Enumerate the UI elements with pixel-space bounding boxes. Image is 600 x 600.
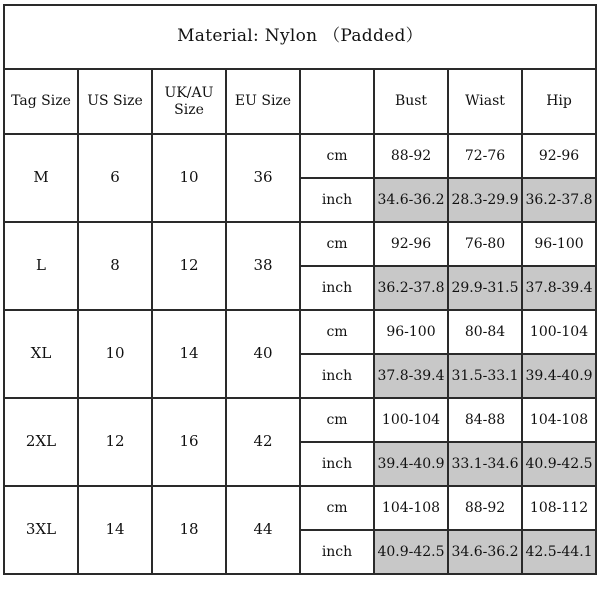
header-us-size: US Size [78, 69, 152, 134]
bust-inch-cell: 40.9-42.5 [374, 530, 448, 574]
header-uk-au-size: UK/AU Size [152, 69, 226, 134]
waist-inch-cell: 33.1-34.6 [448, 442, 522, 486]
header-row [4, 69, 596, 134]
waist-inch-cell: 34.6-36.2 [448, 530, 522, 574]
us-size-cell: 6 [78, 134, 152, 222]
waist-cm-cell: 84-88 [448, 398, 522, 442]
unit-cm-cell: cm [300, 398, 374, 442]
table-row [4, 134, 596, 178]
waist-cm-cell: 72-76 [448, 134, 522, 178]
us-size-cell: 10 [78, 310, 152, 398]
waist-inch-cell: 28.3-29.9 [448, 178, 522, 222]
us-size-cell: 12 [78, 398, 152, 486]
table-row [4, 398, 596, 442]
header-unit [300, 69, 374, 134]
hip-cm-cell: 92-96 [522, 134, 596, 178]
waist-cm-cell: 76-80 [448, 222, 522, 266]
uk-au-size-cell: 10 [152, 134, 226, 222]
tag-size-cell: XL [4, 310, 78, 398]
bust-cm-cell: 96-100 [374, 310, 448, 354]
bust-inch-cell: 37.8-39.4 [374, 354, 448, 398]
uk-au-size-cell: 16 [152, 398, 226, 486]
unit-cm-cell: cm [300, 222, 374, 266]
hip-cm-cell: 108-112 [522, 486, 596, 530]
unit-inch-cell: inch [300, 178, 374, 222]
eu-size-cell: 38 [226, 222, 300, 310]
bust-inch-cell: 39.4-40.9 [374, 442, 448, 486]
tag-size-cell: L [4, 222, 78, 310]
unit-inch-cell: inch [300, 266, 374, 310]
header-tag-size: Tag Size [4, 69, 78, 134]
header-bust: Bust [374, 69, 448, 134]
us-size-cell: 14 [78, 486, 152, 574]
unit-inch-cell: inch [300, 354, 374, 398]
table-title: Material: Nylon （Padded） [4, 5, 596, 69]
header-eu-size: EU Size [226, 69, 300, 134]
hip-cm-cell: 104-108 [522, 398, 596, 442]
tag-size-cell: 3XL [4, 486, 78, 574]
size-chart [3, 4, 595, 596]
waist-inch-cell: 31.5-33.1 [448, 354, 522, 398]
hip-cm-cell: 100-104 [522, 310, 596, 354]
bust-cm-cell: 92-96 [374, 222, 448, 266]
eu-size-cell: 44 [226, 486, 300, 574]
bust-inch-cell: 36.2-37.8 [374, 266, 448, 310]
waist-cm-cell: 88-92 [448, 486, 522, 530]
table-row [4, 310, 596, 354]
tag-size-cell: 2XL [4, 398, 78, 486]
waist-cm-cell: 80-84 [448, 310, 522, 354]
bust-cm-cell: 100-104 [374, 398, 448, 442]
eu-size-cell: 36 [226, 134, 300, 222]
uk-au-size-cell: 14 [152, 310, 226, 398]
unit-cm-cell: cm [300, 134, 374, 178]
tag-size-cell: M [4, 134, 78, 222]
eu-size-cell: 42 [226, 398, 300, 486]
uk-au-size-cell: 12 [152, 222, 226, 310]
unit-cm-cell: cm [300, 486, 374, 530]
unit-inch-cell: inch [300, 530, 374, 574]
bust-cm-cell: 104-108 [374, 486, 448, 530]
table-row [4, 486, 596, 530]
us-size-cell: 8 [78, 222, 152, 310]
hip-inch-cell: 36.2-37.8 [522, 178, 596, 222]
hip-inch-cell: 37.8-39.4 [522, 266, 596, 310]
header-waist: Wiast [448, 69, 522, 134]
bust-inch-cell: 34.6-36.2 [374, 178, 448, 222]
hip-inch-cell: 39.4-40.9 [522, 354, 596, 398]
eu-size-cell: 40 [226, 310, 300, 398]
header-hip: Hip [522, 69, 596, 134]
size-table [3, 4, 597, 575]
uk-au-size-cell: 18 [152, 486, 226, 574]
waist-inch-cell: 29.9-31.5 [448, 266, 522, 310]
unit-cm-cell: cm [300, 310, 374, 354]
table-row [4, 222, 596, 266]
hip-inch-cell: 40.9-42.5 [522, 442, 596, 486]
hip-inch-cell: 42.5-44.1 [522, 530, 596, 574]
hip-cm-cell: 96-100 [522, 222, 596, 266]
bust-cm-cell: 88-92 [374, 134, 448, 178]
unit-inch-cell: inch [300, 442, 374, 486]
